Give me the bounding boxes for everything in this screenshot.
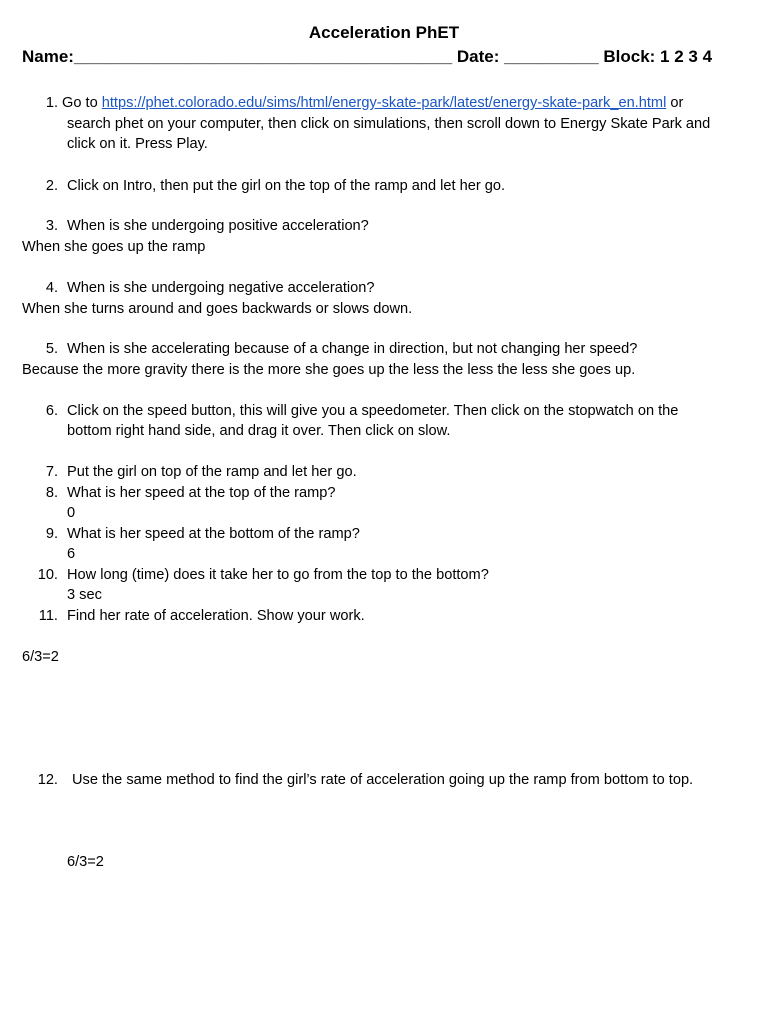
q6-line1: Click on the speed button, this will give you a speedometer. Then click on the stopwatch on the — [67, 403, 679, 419]
q8-text: What is her speed at the top of the ramp? — [67, 485, 336, 501]
q5-answer: Because the more gravity there is the more she goes up the less the less the less she goes up. — [22, 362, 636, 378]
q1-line3: click on it. Press Play. — [67, 136, 208, 152]
q10-text: How long (time) does it take her to go from the top to the bottom? — [67, 567, 489, 583]
item-number: 2. — [45, 178, 58, 194]
item-number: 3. — [45, 218, 58, 234]
page-title: Acceleration PhET — [308, 23, 460, 42]
q12-answer: 6/3=2 — [67, 854, 104, 870]
q12-text: Use the same method to find the girl’s rate of acceleration going up the ramp from bottom to top. — [72, 772, 694, 788]
name-date-block-line: Name:________________________________________ Date: __________ Block: 1 2 3 4 — [22, 47, 713, 66]
item-number: 8. — [45, 485, 58, 501]
q11-text: Find her rate of acceleration. Show your work. — [67, 608, 365, 624]
q9-text: What is her speed at the bottom of the ramp? — [67, 526, 360, 542]
item-number: 12. — [37, 772, 58, 788]
q4-text: When is she undergoing negative acceleration? — [67, 280, 375, 296]
item-number: 1. — [45, 95, 58, 111]
q11-answer: 6/3=2 — [22, 649, 59, 665]
q5-text: When is she accelerating because of a change in direction, but not changing her speed? — [67, 341, 638, 357]
item-number: 11. — [38, 608, 58, 624]
item-number: 10. — [37, 567, 58, 583]
q1-line1 — [62, 95, 684, 111]
q3-text: When is she undergoing positive acceleration? — [67, 218, 369, 234]
item-number: 6. — [45, 403, 58, 419]
q1-post-text: or — [666, 95, 684, 111]
q8-answer: 0 — [67, 505, 76, 521]
item-number: 7. — [45, 464, 58, 480]
item-number: 9. — [45, 526, 58, 542]
q9-answer: 6 — [67, 546, 76, 562]
item-number: 5. — [45, 341, 58, 357]
q2-text: Click on Intro, then put the girl on the top of the ramp and let her go. — [67, 178, 506, 194]
phet-link[interactable]: https://phet.colorado.edu/sims/html/energy-skate-park/latest/energy-skate-park_en.html — [101, 95, 667, 111]
q1-line2: search phet on your computer, then click on simulations, then scroll down to Energy Skate Park and — [67, 116, 711, 132]
q3-answer: When she goes up the ramp — [22, 239, 206, 255]
q1-pre-text: Go to — [62, 95, 102, 111]
q6-line2: bottom right hand side, and drag it over. Then click on slow. — [67, 423, 451, 439]
q7-text: Put the girl on top of the ramp and let her go. — [67, 464, 357, 480]
q10-answer: 3 sec — [67, 587, 102, 603]
q4-answer: When she turns around and goes backwards or slows down. — [22, 301, 413, 317]
item-number: 4. — [45, 280, 58, 296]
